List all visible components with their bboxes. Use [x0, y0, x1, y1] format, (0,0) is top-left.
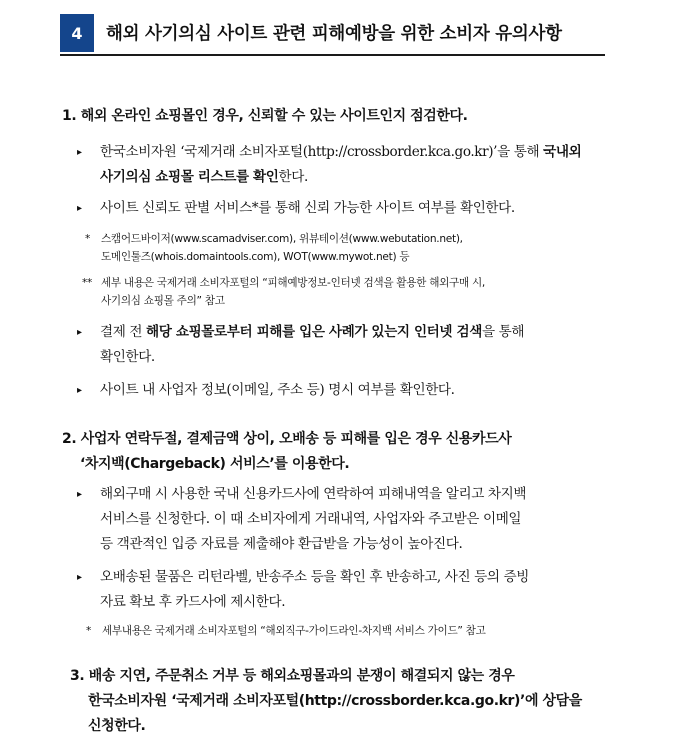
section-2-title — [62, 427, 511, 477]
section-1-note-2 — [82, 274, 485, 310]
bullet-text: 한국소비자원 ‘국제거래 소비자포털(http://crossborder.kca.go.kr)’을 통해 — [100, 144, 544, 160]
section-3-title — [70, 664, 582, 739]
bullet-text: 서비스를 신청한다. 이 때 소비자에게 거래내역, 사업자와 주고받은 이메일 — [100, 511, 522, 527]
bullet-text: 결제 전 — [100, 324, 147, 340]
bullet-bold-text: 사기의심 쇼핑몰 리스트를 확인 — [100, 169, 279, 185]
header-number-badge: 4 — [60, 14, 94, 52]
note-line: 세부 내용은 국제거래 소비자포털의 “피해예방정보-인터넷 검색을 활용한 해외구매 시, — [101, 277, 485, 289]
section-2-bullet-2 — [77, 565, 529, 615]
section-title-line: 2. 사업자 연락두절, 결제금액 상이, 오배송 등 피해를 입은 경우 신용카드사 — [62, 431, 512, 447]
bullet-text: 등 객관적인 입증 자료를 제출해야 환급받을 가능성이 높아진다. — [100, 536, 463, 552]
section-title-line: 신청한다. — [88, 718, 146, 734]
section-1-note-1 — [85, 230, 463, 266]
section-2-note — [86, 622, 486, 640]
bullet-text: 자료 확보 후 카드사에 제시한다. — [100, 594, 286, 610]
note-asterisk: * — [86, 625, 91, 637]
bullet-text: 사이트 내 사업자 정보(이메일, 주소 등) 명시 여부를 확인한다. — [100, 382, 455, 398]
bullet-icon: ▸ — [77, 147, 82, 158]
header-title: 해외 사기의심 사이트 관련 피해예방을 위한 소비자 유의사항 — [106, 24, 562, 44]
bullet-text: 을 통해 — [481, 324, 525, 340]
note-line: 도메인툴즈(whois.domaintools.com), WOT(www.mywot.net) 등 — [101, 251, 410, 263]
bullet-icon: ▸ — [77, 489, 82, 500]
bullet-line — [100, 140, 581, 165]
bullet-text: 한다. — [278, 169, 308, 185]
bullet-icon: ▸ — [77, 385, 82, 396]
bullet-icon: ▸ — [77, 327, 82, 338]
bullet-text: 오배송된 물품은 리턴라벨, 반송주소 등을 확인 후 반송하고, 사진 등의 증빙 — [100, 569, 529, 585]
note-line: 사기의심 쇼핑몰 주의” 참고 — [101, 295, 225, 307]
bullet-text: 확인한다. — [100, 349, 155, 365]
section-title-line: 3. 배송 지연, 주문취소 거부 등 해외쇼핑몰과의 분쟁이 해결되지 않는 경우 — [70, 668, 515, 684]
bullet-text: 해외구매 시 사용한 국내 신용카드사에 연락하여 피해내역을 알리고 차지백 — [100, 486, 527, 502]
bullet-icon: ▸ — [77, 572, 82, 583]
note-asterisk: * — [85, 233, 90, 245]
section-1-bullet-1 — [77, 140, 582, 190]
bullet-icon: ▸ — [77, 203, 82, 214]
bullet-bold-text: 국내외 — [543, 144, 582, 160]
bullet-line — [100, 165, 581, 190]
section-title-line: ‘차지백(Chargeback) 서비스’를 이용한다. — [80, 456, 350, 472]
section-header — [60, 14, 605, 56]
note-asterisk: ** — [82, 277, 92, 289]
section-2-bullet-1 — [77, 482, 527, 557]
bullet-line — [100, 320, 524, 345]
note-line: 세부내용은 국제거래 소비자포털의 “해외직구-가이드라인-차지백 서비스 가이드” 참고 — [102, 625, 486, 637]
bullet-text: 사이트 신뢰도 판별 서비스*를 통해 신뢰 가능한 사이트 여부를 확인한다. — [100, 200, 515, 216]
section-1-bullet-3 — [77, 320, 525, 370]
section-1-bullet-2 — [77, 196, 515, 221]
section-1-bullet-4 — [77, 378, 455, 403]
section-title-line: 한국소비자원 ‘국제거래 소비자포털(http://crossborder.kca.go.kr)’에 상담을 — [88, 693, 582, 709]
bullet-bold-text: 해당 쇼핑몰로부터 피해를 입은 사례가 있는지 인터넷 검색 — [146, 324, 482, 340]
section-1-title: 1. 해외 온라인 쇼핑몰인 경우, 신뢰할 수 있는 사이트인지 점검한다. — [62, 108, 468, 124]
note-line: 스캠어드바이저(www.scamadviser.com), 위뷰테이션(www.webutation.net), — [101, 233, 463, 245]
